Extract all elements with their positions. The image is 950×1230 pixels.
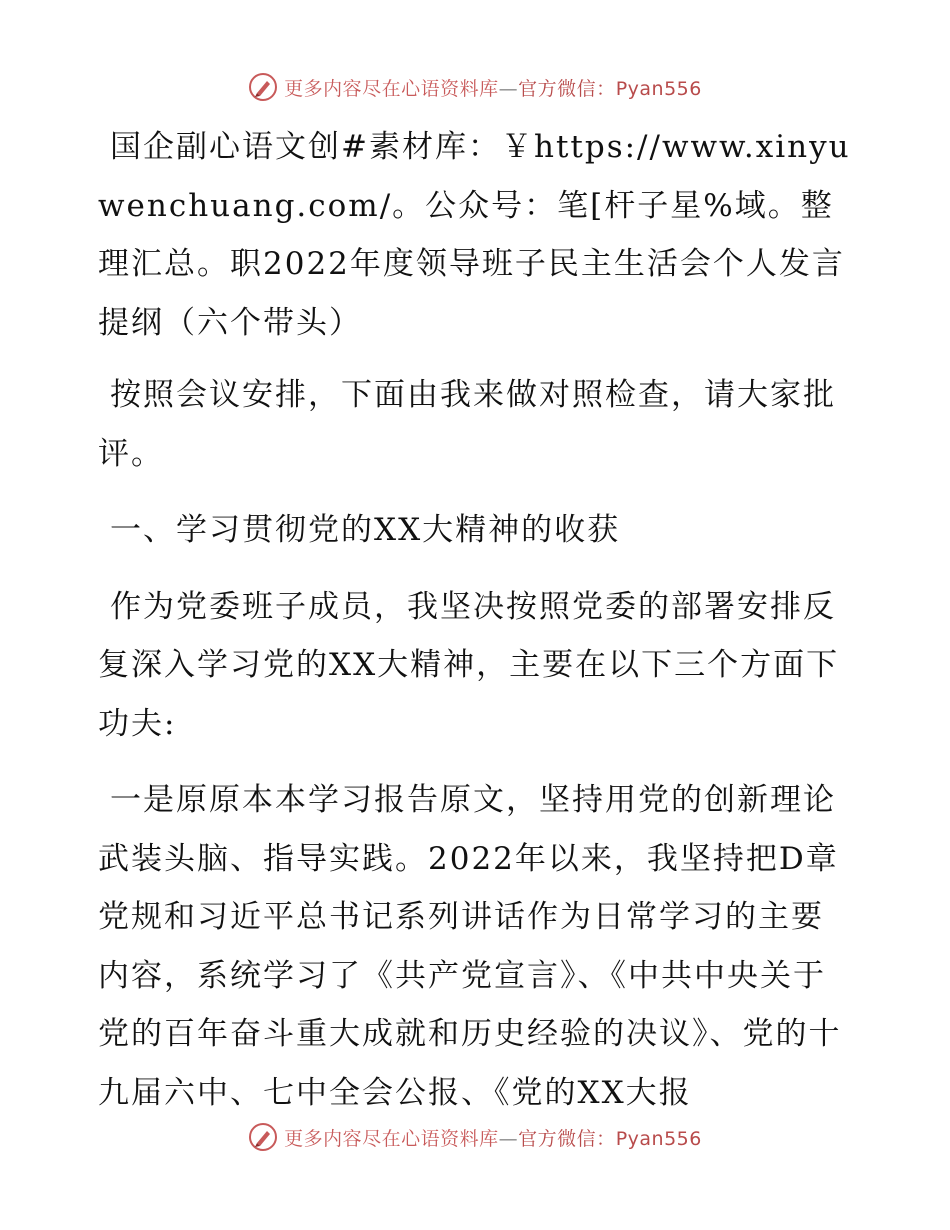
watermark-text: 更多内容尽在心语资料库—官方微信：Pyan556 [284,77,702,100]
paragraph-opening: 按照会议安排，下面由我来做对照检查，请大家批评。 [98,377,836,472]
watermark-footer [0,1122,950,1152]
paragraph-body: 作为党委班子成员，我坚决按照党委的部署安排反复深入学习党的XX大精神，主要在以下三个方面下功夫: [98,588,840,742]
pen-logo-icon [248,1122,278,1152]
paragraph-intro: 国企副心语文创#素材库：￥https://www.xinyuwenchuang.com/。公众号：笔[杆子星%域。整理汇总。职2022年度领导班子民主生活会个人发言提纲（六个带头） [98,129,851,341]
pen-logo-icon [248,72,278,102]
document-body [98,118,854,1140]
watermark-text: 更多内容尽在心语资料库—官方微信：Pyan556 [284,1127,702,1150]
watermark-header [0,72,950,102]
paragraph-body: 一是原原本本学习报告原文，坚持用党的创新理论武装头脑、指导实践。2022年以来，我坚持把D章党规和习近平总书记系列讲话作为日常学习的主要内容，系统学习了《共产党宣言》、《中共中央关于党的百年奋斗重大成就和历史经验的决议》、党的十九届六中、七中全会公报、《党的XX大报 [98,782,842,1111]
section-heading: 一、学习贯彻党的XX大精神的收获 [110,512,621,548]
